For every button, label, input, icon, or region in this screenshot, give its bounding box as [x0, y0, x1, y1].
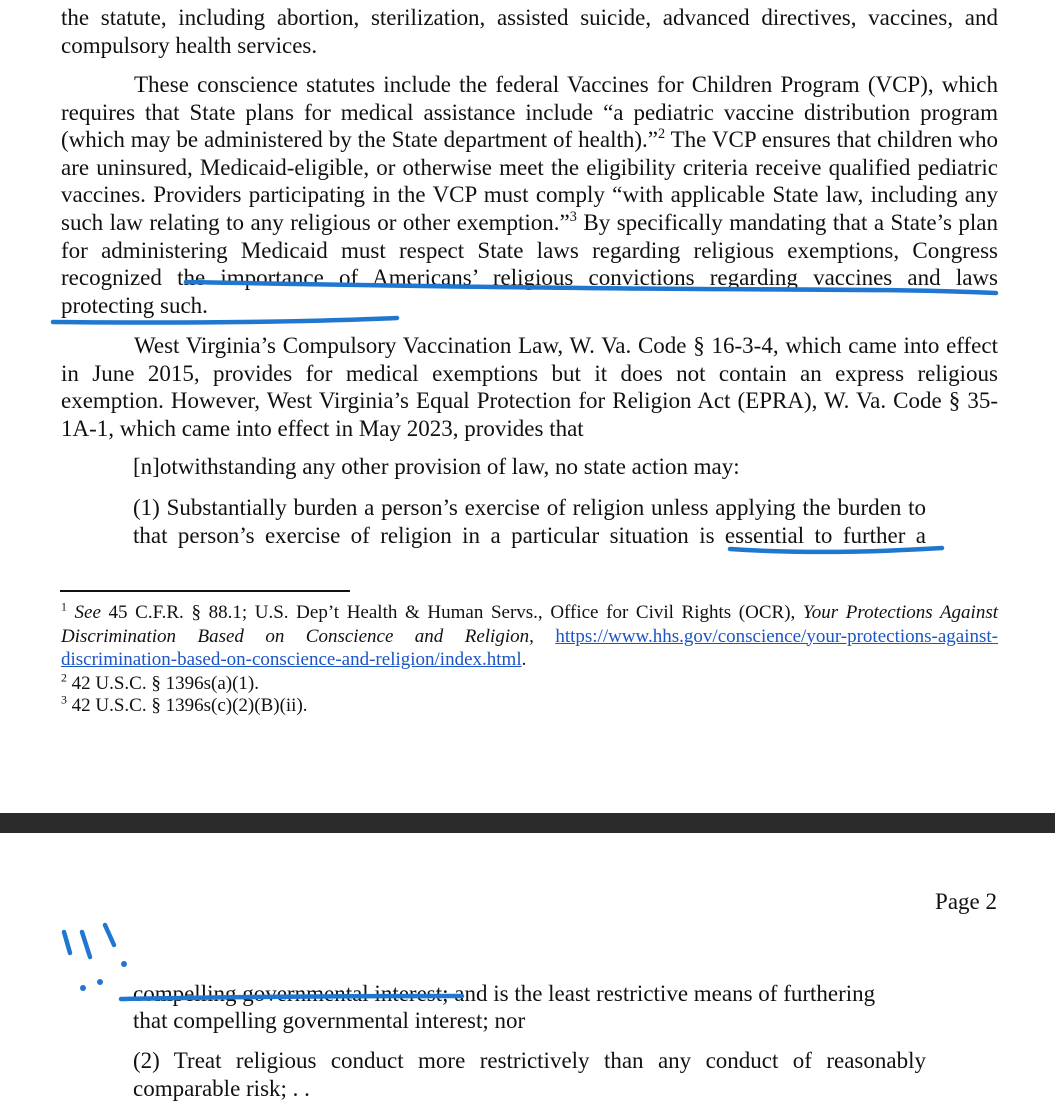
footnote-1-marker: 1 [61, 600, 67, 614]
paragraph-carryover: the statute, including abortion, sterilization, assisted suicide, advanced directives, vaccines, and compulsory health services. [61, 5, 998, 58]
footnote-1-sep: , [529, 625, 556, 647]
footnote-3-text: 42 U.S.C. § 1396s(c)(2)(B)(ii). [66, 695, 308, 716]
footnote-1-link[interactable]: https://www.hhs.gov/conscience/your-protections-against-discrimination-based-on-conscience-and-religion/index.html [61, 625, 998, 670]
quote-intro: [n]otwithstanding any other provision of law, no state action may: [133, 454, 740, 479]
quote-item-1: (1) Substantially burden a person’s exercise of religion unless applying the burden to that person’s exercise of religion in a particular situation is essential to further a [133, 495, 926, 548]
footnote-separator [60, 590, 350, 592]
footnote-3-marker: 3 [61, 693, 67, 707]
quote-continuation-line-1: compelling governmental interest; and is the least restrictive means of furthering [133, 981, 876, 1006]
vcp-text-3: By specifically mandating that a State’s plan for administering Medicaid must respect State laws regarding religious exemptions, [61, 209, 998, 263]
page-number: Page 2 [935, 889, 997, 914]
vcp-text-2: The VCP ensures that children who are uninsured, Medicaid-eligible, or otherwise meet the eligibility criteria receive qualified pediatric vaccines. Providers participating in the VCP must comply “with applicable State law, including any such law relating to any religious or other exemption.” [61, 127, 998, 235]
footnote-1-title: Your Protections Against Discrimination Based on Conscience and Religion [61, 602, 999, 647]
paragraph-vcp [61, 71, 998, 319]
footnote-ref-3: 3 [569, 209, 577, 226]
page-gap [0, 813, 1055, 833]
footnote-1-text: 45 C.F.R. § 88.1; U.S. Dep’t Health & Human Servs., Office for Civil Rights (OCR), [100, 602, 803, 623]
underlined-passage-congress: Congress recognized the importance of Americans’ religious convictions regarding vaccines and laws protecting such. [61, 237, 998, 318]
quote-continuation-line-2: that compelling governmental interest; nor [133, 1008, 526, 1033]
footnote-1 [61, 601, 998, 672]
footnote-2-marker: 2 [61, 671, 67, 685]
footnote-ref-2: 2 [657, 126, 666, 143]
footnote-2-text: 42 U.S.C. § 1396s(a)(1). [66, 673, 259, 694]
quote-item-2: (2) Treat religious conduct more restrictively than any conduct of reasonably comparable risk; . . [133, 1048, 926, 1101]
footnote-3 [61, 694, 998, 718]
vcp-text-1: These conscience statutes include the federal Vaccines for Children Program (VCP), which requires that State plans for medical assistance include “a pediatric vaccine distribution program (which may be administered by the State department of health).” [61, 72, 998, 153]
paragraph-west-virginia: West Virginia’s Compulsory Vaccination Law, W. Va. Code § 16-3-4, which came into effect in June 2015, provides for medical exemptions but it does not contain an express religious exemption. However, West Virginia’s Equal Protection for Religion Act (EPRA), W. Va. Code § 35-1A-1, which came into effect in May 2023, provides that [61, 333, 998, 441]
footnote-2 [61, 672, 998, 696]
footnote-1-see: See [74, 602, 101, 623]
footnote-1-end: . [521, 649, 527, 670]
